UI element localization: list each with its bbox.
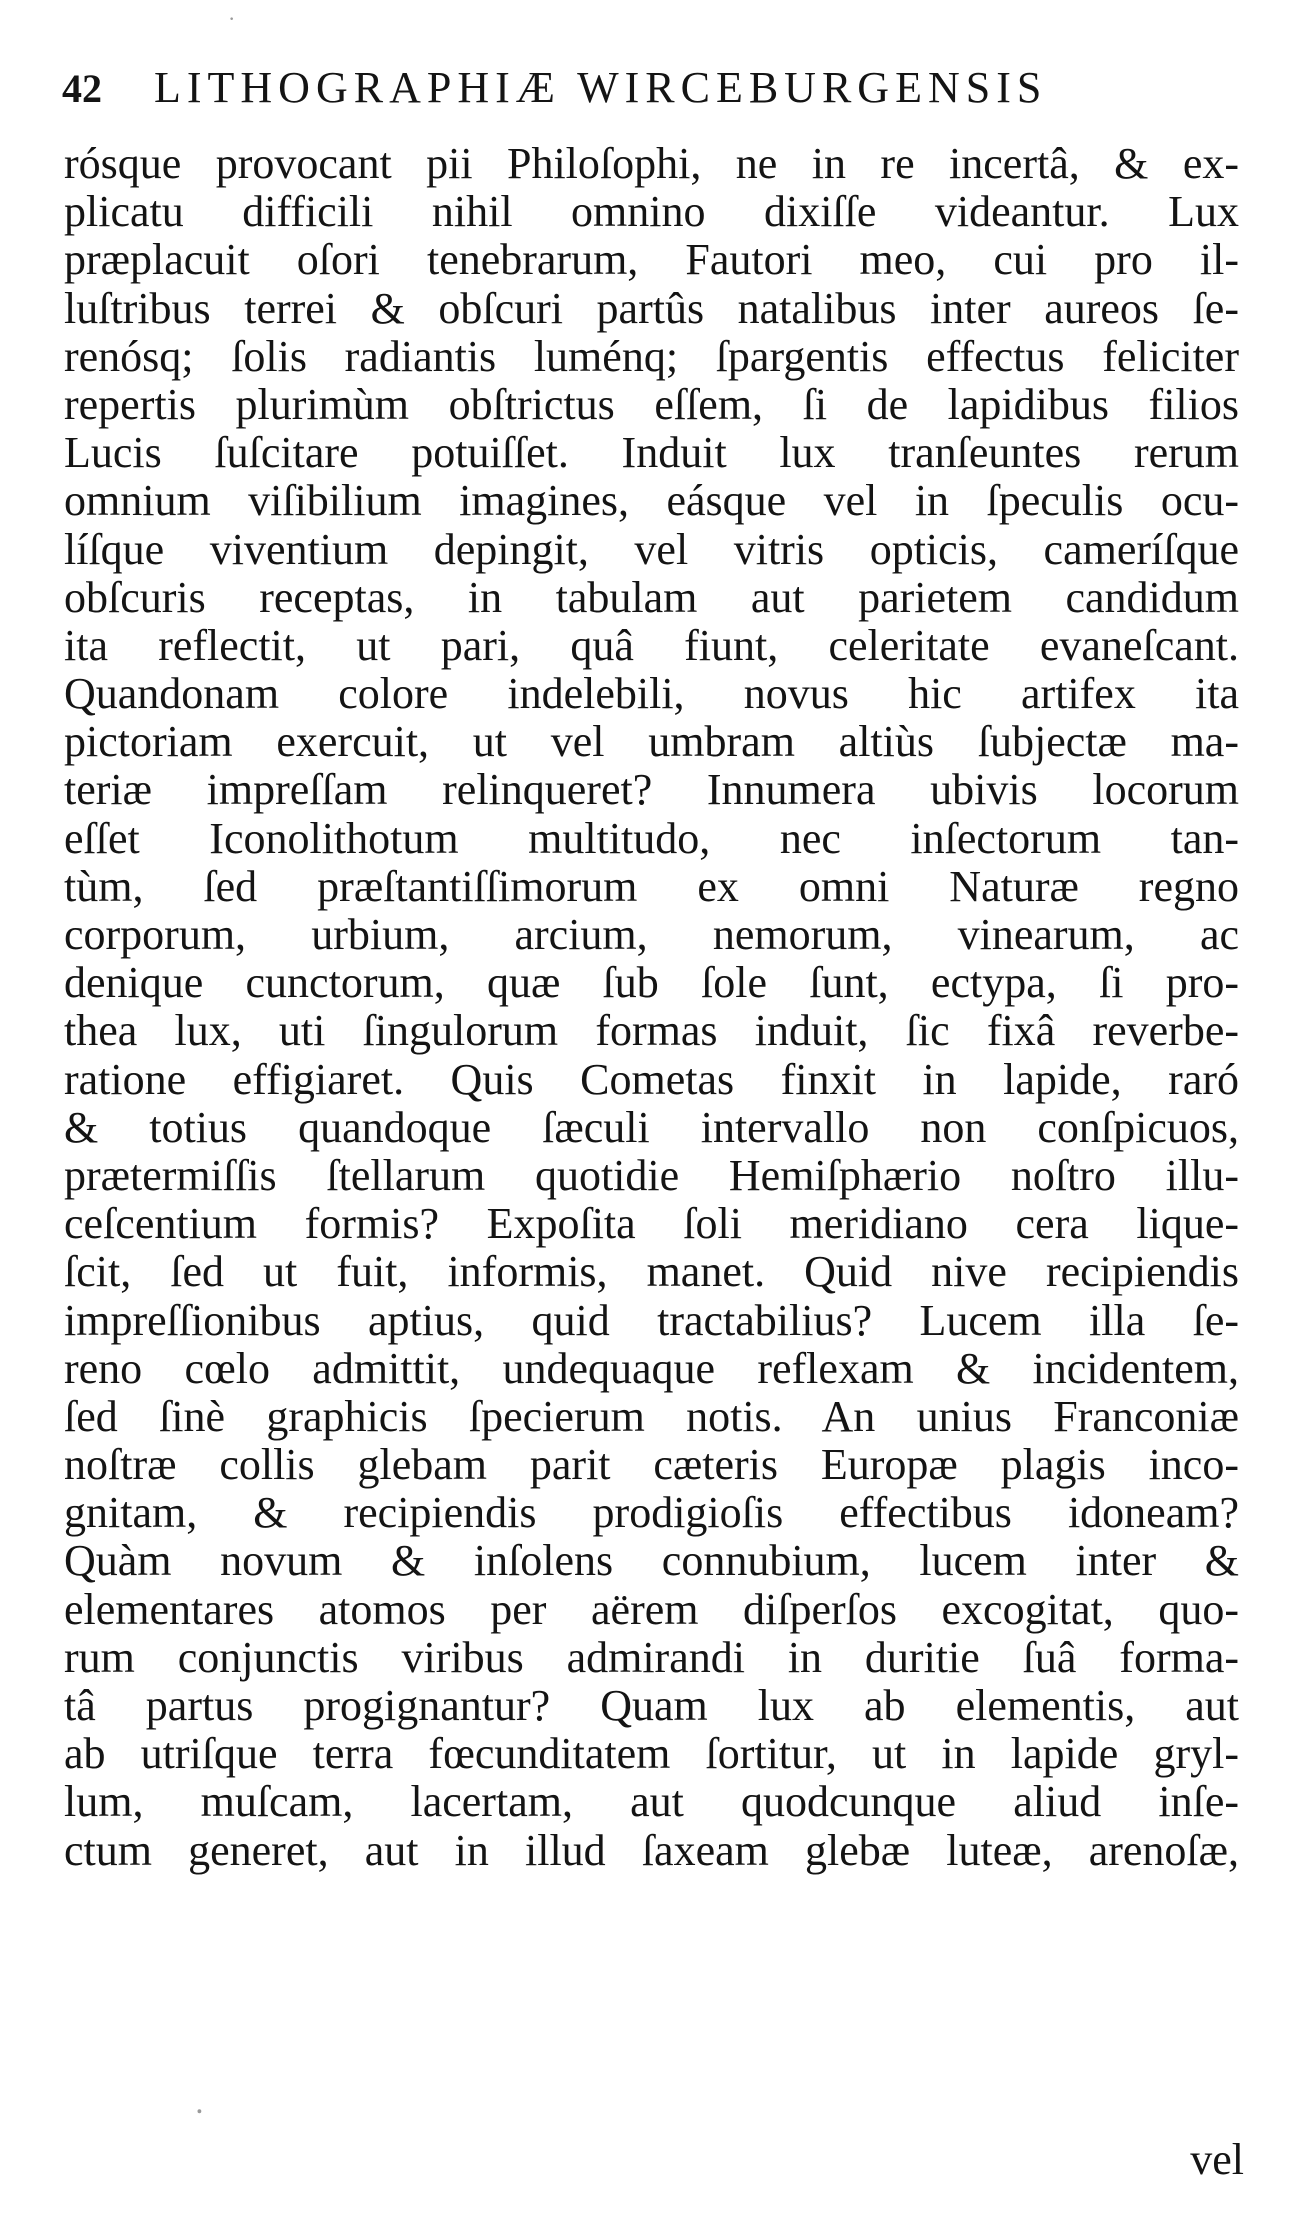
text-line: ſed ſinè graphicis ſpecierum notis. An unius Franconiæ — [64, 1392, 1239, 1441]
text-line: rósque provocant pii Philoſophi, ne in re incertâ, & ex- — [64, 140, 1239, 188]
text-line: luſtribus terrei & obſcuri partûs natalibus inter aureos ſe- — [64, 284, 1239, 333]
text-line: pictoriam exercuit, ut vel umbram altiùs ſubjectæ ma- — [64, 718, 1239, 767]
text-line: tùm, ſed præſtantiſſimorum ex omni Naturæ regno — [64, 862, 1239, 911]
text-line: teriæ impreſſam relinqueret? Innumera ubivis locorum — [64, 766, 1239, 815]
text-line: ita reflectit, ut pari, quâ fiunt, celeritate evaneſcant. — [64, 621, 1239, 670]
text-line: tâ partus progignantur? Quam lux ab elementis, aut — [64, 1682, 1239, 1730]
text-line: ratione effigiaret. Quis Cometas finxit in lapide, raró — [64, 1055, 1239, 1104]
text-line: plicatu difficili nihil omnino dixiſſe videantur. Lux — [64, 188, 1239, 237]
text-line: impreſſionibus aptius, quid tractabilius? Lucem illa ſe- — [64, 1296, 1239, 1345]
text-line: & totius quandoque ſæculi intervallo non conſpicuos, — [64, 1103, 1239, 1152]
text-line: reno cœlo admittit, undequaque reflexam & incidentem, — [64, 1344, 1239, 1393]
text-line: obſcuris receptas, in tabulam aut parietem candidum — [64, 573, 1239, 622]
text-line: eſſet Iconolithotum multitudo, nec inſectorum tan- — [64, 814, 1239, 863]
text-line: prætermiſſis ſtellarum quotidie Hemiſphærio noſtro illu- — [64, 1151, 1239, 1200]
running-head: LITHOGRAPHIÆ WIRCEBURGENSIS — [154, 63, 1048, 112]
text-line: thea lux, uti ſingulorum formas induit, ſic fixâ reverbe- — [64, 1007, 1239, 1056]
text-line: líſque viventium depingit, vel vitris opticis, cameríſque — [64, 525, 1239, 574]
text-line: corporum, urbium, arcium, nemorum, vinearum, ac — [64, 911, 1239, 959]
text-line: ctum generet, aut in illud ſaxeam glebæ luteæ, arenoſæ, — [64, 1826, 1239, 1875]
text-line: omnium viſibilium imagines, eásque vel in ſpeculis ocu- — [64, 477, 1239, 526]
text-line: elementares atomos per aërem diſperſos excogitat, quo- — [64, 1585, 1239, 1634]
stray-ink-mark: · — [228, 6, 236, 31]
text-line: noſtræ collis glebam parit cæteris Europæ plagis inco- — [64, 1441, 1239, 1490]
page-header — [62, 62, 1242, 122]
text-line: ceſcentium formis? Expoſita ſoli meridiano cera lique- — [64, 1200, 1239, 1249]
text-line: ab utriſque terra fœcunditatem ſortitur, ut in lapide gryl- — [64, 1730, 1239, 1779]
stray-ink-mark: ꞏ — [196, 2099, 203, 2124]
text-line: denique cunctorum, quæ ſub ſole ſunt, ectypa, ſi pro- — [64, 959, 1239, 1008]
text-line: præplacuit oſori tenebrarum, Fautori meo, cui pro il- — [64, 236, 1239, 285]
text-line: repertis plurimùm obſtrictus eſſem, ſi de lapidibus filios — [64, 380, 1239, 429]
text-line: renósq; ſolis radiantis luménq; ſpargentis effectus feliciter — [64, 332, 1239, 381]
text-line: Lucis ſuſcitare potuiſſet. Induit lux tranſeuntes rerum — [64, 429, 1239, 478]
text-line: rum conjunctis viribus admirandi in duritie ſuâ forma- — [64, 1633, 1239, 1682]
catchword: vel — [1190, 2135, 1244, 2184]
body-text — [64, 140, 1239, 1875]
page-number: 42 — [62, 66, 102, 111]
text-line: ſcit, ſed ut fuit, informis, manet. Quid nive recipiendis — [64, 1248, 1239, 1297]
text-line: Quandonam colore indelebili, novus hic artifex ita — [64, 670, 1239, 719]
text-line: lum, muſcam, lacertam, aut quodcunque aliud inſe- — [64, 1778, 1239, 1827]
text-line: gnitam, & recipiendis prodigioſis effectibus idoneam? — [64, 1489, 1239, 1538]
text-line: Quàm novum & inſolens connubium, lucem inter & — [64, 1537, 1239, 1586]
